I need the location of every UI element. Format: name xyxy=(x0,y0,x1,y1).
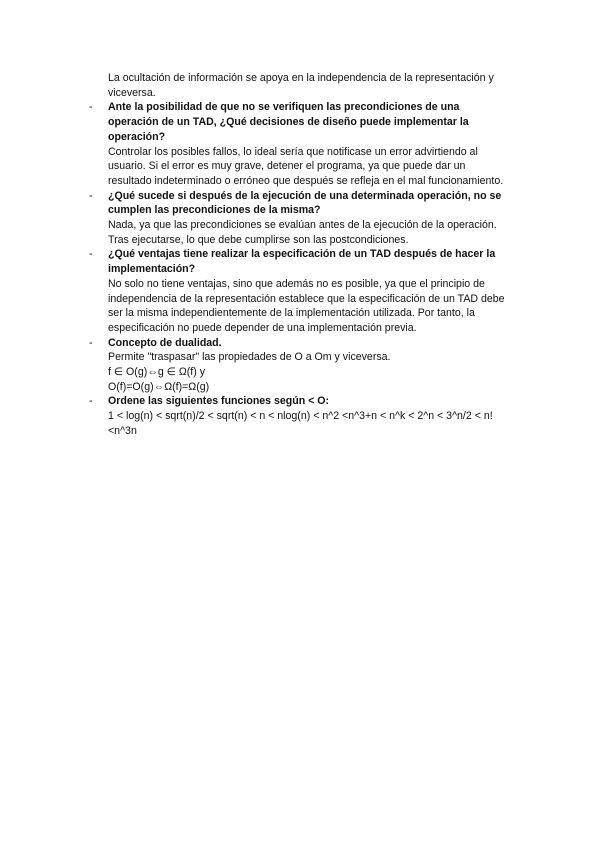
answer xyxy=(108,145,528,189)
question xyxy=(108,189,528,218)
answer xyxy=(108,350,528,394)
answer-line: <n^3n xyxy=(108,424,137,437)
question-line: Ordene las siguientes funciones según < O: xyxy=(108,395,330,408)
list-item xyxy=(88,100,528,188)
answer-line: usuario. Si el error es muy grave, detener el programa, ya que puede dar un xyxy=(108,160,466,173)
bullet-dash: - xyxy=(89,101,93,114)
question-line: ¿Qué sucede si después de la ejecución de una determinada operación, no se xyxy=(108,189,502,202)
question-line: ¿Qué ventajas tiene realizar la especificación de un TAD después de hacer la xyxy=(108,248,496,261)
question-line: Ante la posibilidad de que no se verifiquen las precondiciones de una xyxy=(108,101,460,114)
bullet-dash: - xyxy=(89,336,93,349)
question-line: operación de un TAD, ¿Qué decisiones de diseño puede implementar la xyxy=(108,116,469,129)
question xyxy=(108,100,528,144)
list-item xyxy=(88,247,528,335)
question xyxy=(108,247,528,276)
answer xyxy=(108,409,528,438)
document-content xyxy=(88,71,528,439)
answer-line: Nada, ya que las precondiciones se evalúan antes de la ejecución de la operación. xyxy=(108,219,497,232)
list-item xyxy=(88,189,528,248)
text-line: La ocultación de información se apoya en la independencia de la representación y xyxy=(108,72,494,84)
answer-line: Controlar los posibles fallos, lo ideal sería que notificase un error advirtiendo al xyxy=(108,145,478,158)
answer-line: Permite "traspasar" las propiedades de O a Om y viceversa. xyxy=(108,351,391,364)
question xyxy=(108,394,528,409)
answer-line: 1 < log(n) < sqrt(n)/2 < sqrt(n) < n < nlog(n) < n^2 <n^3+n < n^k < 2^n < 3^n/2 < n! xyxy=(108,410,493,423)
question-line: Concepto de dualidad. xyxy=(108,336,222,349)
list-item xyxy=(88,394,528,438)
intro-paragraph xyxy=(88,71,528,100)
bullet-dash: - xyxy=(89,189,93,202)
bullet-dash: - xyxy=(89,395,93,408)
answer-line: O(f)=O(g)⇔Ω(f)=Ω(g) xyxy=(108,380,210,393)
bullet-dash: - xyxy=(89,248,93,261)
question-line: cumplen las precondiciones de la misma? xyxy=(108,204,321,217)
answer-line: ser la misma independientemente de la implementación utilizada. Por tanto, la xyxy=(108,307,475,320)
list-item xyxy=(88,336,528,395)
answer-line: resultado indeterminado o erróneo que después se refleja en el mal funcionamiento. xyxy=(108,174,504,187)
answer-line: Tras ejecutarse, lo que debe cumplirse son las postcondiciones. xyxy=(108,233,409,246)
answer-line: No solo no tiene ventajas, sino que además no es posible, ya que el principio de xyxy=(108,277,485,290)
question-line: implementación? xyxy=(108,263,196,276)
question-line: operación? xyxy=(108,130,166,143)
answer-line: f ∈ O(g)⇔g ∈ Ω(f) y xyxy=(108,366,206,379)
answer xyxy=(108,218,528,247)
question xyxy=(108,336,528,351)
answer xyxy=(108,277,528,336)
answer-line: especificación no puede depender de una implementación previa. xyxy=(108,321,417,334)
answer-line: independencia de la representación establece que la especificación de un TAD debe xyxy=(108,292,505,305)
text-line: viceversa. xyxy=(108,86,156,99)
